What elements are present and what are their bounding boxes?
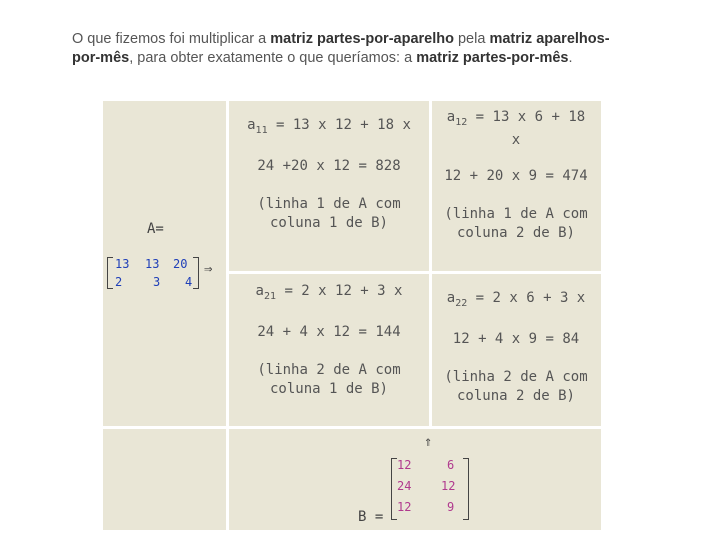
cell-a12 <box>432 109 600 241</box>
a22-subscript: 22 <box>455 298 468 309</box>
up-arrow-icon: ⇑ <box>424 434 433 450</box>
divider-horizontal-2 <box>103 426 601 429</box>
a11-note-1: (linha 1 de A com <box>257 196 401 212</box>
matrix-a-right-bracket <box>193 257 199 289</box>
a21-note-2: coluna 1 de B) <box>269 381 388 397</box>
cell-a21 <box>229 283 429 397</box>
matrix-a-left-bracket <box>107 257 113 289</box>
cell-a11 <box>229 117 429 231</box>
a11-calculation: 24 +20 x 12 = 828 <box>257 158 401 174</box>
intro-text-1: O que fizemos foi multiplicar a <box>72 31 271 47</box>
a22-note-1: (linha 2 de A com <box>444 369 588 385</box>
a21-calculation: 24 + 4 x 12 = 144 <box>257 324 401 340</box>
intro-text-4: . <box>568 50 573 66</box>
a22-formula-text: = 2 x 6 + 3 x <box>467 290 586 306</box>
intro-bold-2: matriz aparelhos-por-mês <box>72 31 610 66</box>
a12-formula <box>432 109 600 128</box>
matrix-a-cell-2-2: 3 <box>153 275 161 289</box>
divider-horizontal-1 <box>226 271 601 274</box>
a12-note-1: (linha 1 de A com <box>444 206 588 222</box>
a11-formula <box>229 117 429 136</box>
right-arrow-icon: ⇒ <box>204 261 213 277</box>
matrix-a <box>115 257 195 289</box>
matrix-a-cell-1-3: 20 <box>173 257 188 271</box>
a22-note-2: coluna 2 de B) <box>456 388 575 404</box>
matrix-b-right-bracket <box>463 458 469 520</box>
a12-formula-text: = 13 x 6 + 18 <box>467 109 586 125</box>
a11-subscript: 11 <box>255 125 268 136</box>
matrix-b-cell-3-2: 9 <box>447 500 455 514</box>
a22-formula <box>432 290 600 309</box>
a11-formula-text: = 13 x 12 + 18 x <box>267 117 411 133</box>
a12-subscript: 12 <box>455 117 468 128</box>
a12-note-2: coluna 2 de B) <box>456 225 575 241</box>
matrix-b <box>397 458 467 520</box>
matrix-b-label: B = <box>358 509 384 525</box>
matrix-a-label: A= <box>147 221 164 237</box>
intro-bold-3: matriz partes-por-mês <box>416 50 569 66</box>
matrix-b-cell-2-1: 24 <box>397 479 412 493</box>
intro-text-2: pela <box>453 31 490 47</box>
a12-formula-continuation: x <box>511 132 521 148</box>
matrix-a-cell-1-2: 13 <box>145 257 160 271</box>
a21-formula-text: = 2 x 12 + 3 x <box>276 283 403 299</box>
intro-text-3: , para obter exatamente o que queríamos: a <box>129 50 417 66</box>
matrix-b-cell-1-1: 12 <box>397 458 412 472</box>
matrix-a-cell-1-1: 13 <box>115 257 130 271</box>
a21-subscript: 21 <box>263 291 277 302</box>
intro-paragraph <box>72 30 632 68</box>
a11-note-2: coluna 1 de B) <box>269 215 388 231</box>
matrix-a-cell-2-1: 2 <box>115 275 123 289</box>
a12-calculation: 12 + 20 x 9 = 474 <box>444 168 588 184</box>
a22-symbol: a <box>446 290 456 306</box>
multiplication-table <box>103 101 601 530</box>
a11-symbol: a <box>247 117 256 133</box>
matrix-b-cell-1-2: 6 <box>447 458 455 472</box>
a21-formula <box>229 283 429 302</box>
cell-a22 <box>432 290 600 404</box>
intro-bold-1: matriz partes-por-aparelho <box>270 31 454 47</box>
a22-calculation: 12 + 4 x 9 = 84 <box>452 331 580 347</box>
matrix-a-cell-2-3: 4 <box>185 275 193 289</box>
matrix-b-cell-2-2: 12 <box>441 479 456 493</box>
a12-symbol: a <box>446 109 456 125</box>
matrix-b-cell-3-1: 12 <box>397 500 412 514</box>
a21-note-1: (linha 2 de A com <box>257 362 401 378</box>
a21-symbol: a <box>255 283 264 299</box>
